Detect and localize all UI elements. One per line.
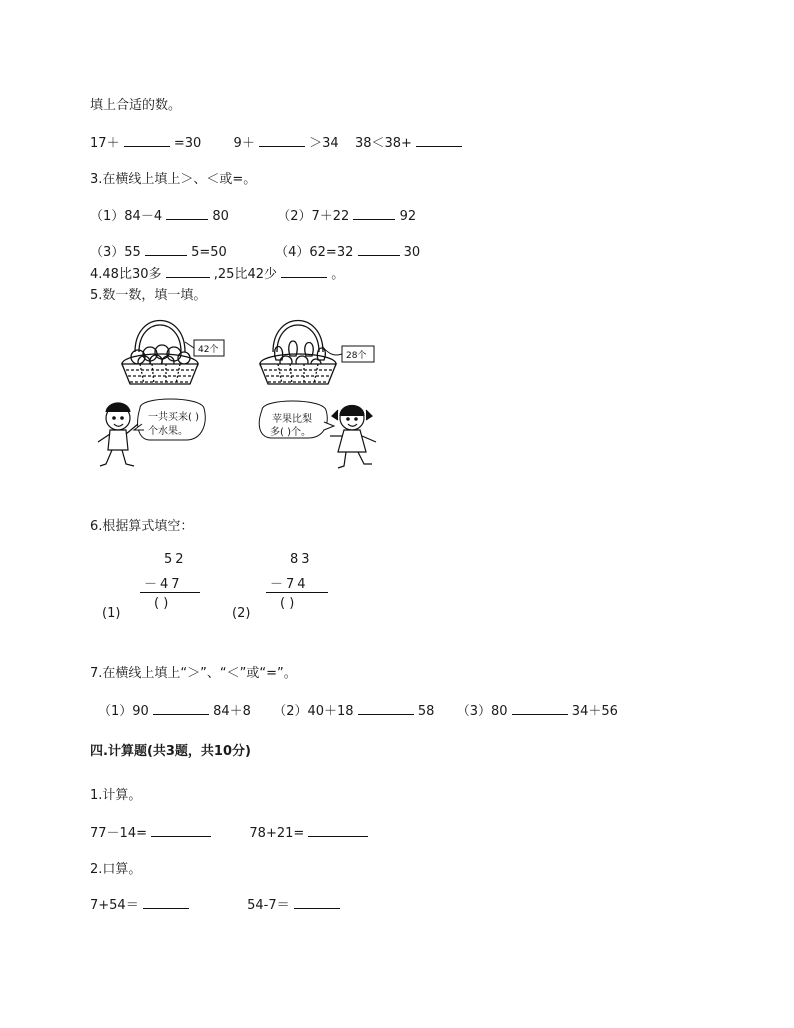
bubble-2-line-1: 苹果比梨	[272, 414, 312, 425]
calc-2-answer[interactable]: ( )	[280, 596, 295, 611]
fill-c-blank[interactable]	[416, 136, 462, 147]
calc1-b: 78+21=	[249, 826, 305, 841]
q3-i4-pre: （4）62=32	[275, 245, 354, 260]
calc-1-answer[interactable]: ( )	[154, 596, 169, 611]
basket-1-icon	[122, 321, 198, 385]
tag-1-text: 42个	[198, 345, 219, 355]
q7-i3-blank[interactable]	[512, 704, 568, 715]
calc-1-rule	[140, 592, 200, 593]
q4-mid: ,25比42少	[213, 267, 277, 282]
calc1-b-blank[interactable]	[308, 826, 368, 837]
q3-i4-blank[interactable]	[358, 245, 400, 256]
calc1-title: 1.计算。	[90, 788, 142, 803]
fruit-basket-illustration	[90, 312, 390, 477]
fill-c-pre: 38＜38+	[354, 136, 412, 151]
calc-1-sub: －47	[144, 577, 183, 592]
q3-i4-post: 30	[403, 245, 421, 260]
calc-2-label: (2)	[232, 606, 251, 621]
calc-1-label: (1)	[102, 606, 121, 621]
q5-title: 5.数一数，填一填。	[90, 288, 207, 303]
q4-blank-1[interactable]	[166, 267, 210, 278]
calc1-row	[90, 822, 368, 841]
q3-i2-post: 92	[399, 209, 417, 224]
bubble-1-line-2: 个水果。	[148, 426, 188, 437]
q3-row2	[90, 241, 420, 260]
fill-row	[90, 132, 462, 151]
calc1-a-blank[interactable]	[151, 826, 211, 837]
calc2-title: 2.口算。	[90, 862, 142, 877]
q7-i3-post: 34＋56	[571, 704, 618, 719]
calc-1-top: 52	[164, 552, 187, 567]
fill-title: 填上合适的数。	[90, 98, 182, 113]
q6-title: 6.根据算式填空：	[90, 519, 194, 534]
q7-i1-pre: （1）90	[98, 704, 149, 719]
q3-i2-pre: （2）7＋22	[277, 209, 350, 224]
q7-i1-post: 84＋8	[213, 704, 251, 719]
calc-2-sub: －74	[270, 577, 309, 592]
q7-i1-blank[interactable]	[153, 704, 209, 715]
calc1-a: 77－14=	[90, 826, 147, 841]
q4-row	[90, 263, 344, 282]
q7-i3-pre: （3）80	[456, 704, 508, 719]
calc-2-top: 83	[290, 552, 313, 567]
q7-i2-pre: （2）40＋18	[273, 704, 354, 719]
q3-i3-post: 5=50	[191, 245, 227, 260]
q3-row1	[90, 205, 416, 224]
fill-b-pre: 9＋	[233, 136, 255, 151]
q4-pre: 4.48比30多	[90, 267, 162, 282]
bubble-2-line-2: 多( )个。	[270, 427, 311, 438]
calc2-a-blank[interactable]	[143, 898, 189, 909]
q4-post: 。	[331, 267, 345, 282]
q7-i2-blank[interactable]	[358, 704, 414, 715]
q3-i3-blank[interactable]	[145, 245, 187, 256]
q4-blank-2[interactable]	[281, 267, 327, 278]
q3-title: 3.在横线上填上＞、＜或=。	[90, 172, 257, 187]
q7-i2-post: 58	[417, 704, 435, 719]
q7-row	[98, 700, 618, 719]
basket-2-icon	[260, 321, 336, 385]
q7-title: 7.在横线上填上“＞”、“＜”或“=”。	[90, 666, 297, 681]
bubble-1-line-1: 一共买来( )	[148, 412, 199, 423]
boy-icon	[98, 403, 138, 466]
vertical-calc-2	[230, 552, 340, 624]
calc-2-rule	[266, 592, 328, 593]
calc2-b-blank[interactable]	[294, 898, 340, 909]
q3-i1-blank[interactable]	[166, 209, 208, 220]
tag-2-text: 28个	[346, 351, 367, 361]
q3-i2-blank[interactable]	[353, 209, 395, 220]
q3-i1-post: 80	[212, 209, 229, 224]
q3-i1-pre: （1）84－4	[90, 209, 163, 224]
calc2-a: 7+54＝	[90, 898, 139, 913]
q3-i3-pre: （3）55	[90, 245, 141, 260]
fill-b-post: ＞34	[309, 136, 339, 151]
fill-b-blank[interactable]	[259, 136, 305, 147]
vertical-calc-1	[100, 552, 210, 624]
section-4-title: 四.计算题(共3题，共10分)	[90, 744, 251, 759]
fill-a-pre: 17＋	[90, 136, 120, 151]
fill-a-blank[interactable]	[124, 136, 170, 147]
calc2-row	[90, 894, 340, 913]
girl-icon	[330, 406, 376, 469]
fill-a-post: =30	[173, 136, 202, 151]
calc2-b: 54-7＝	[247, 898, 290, 913]
